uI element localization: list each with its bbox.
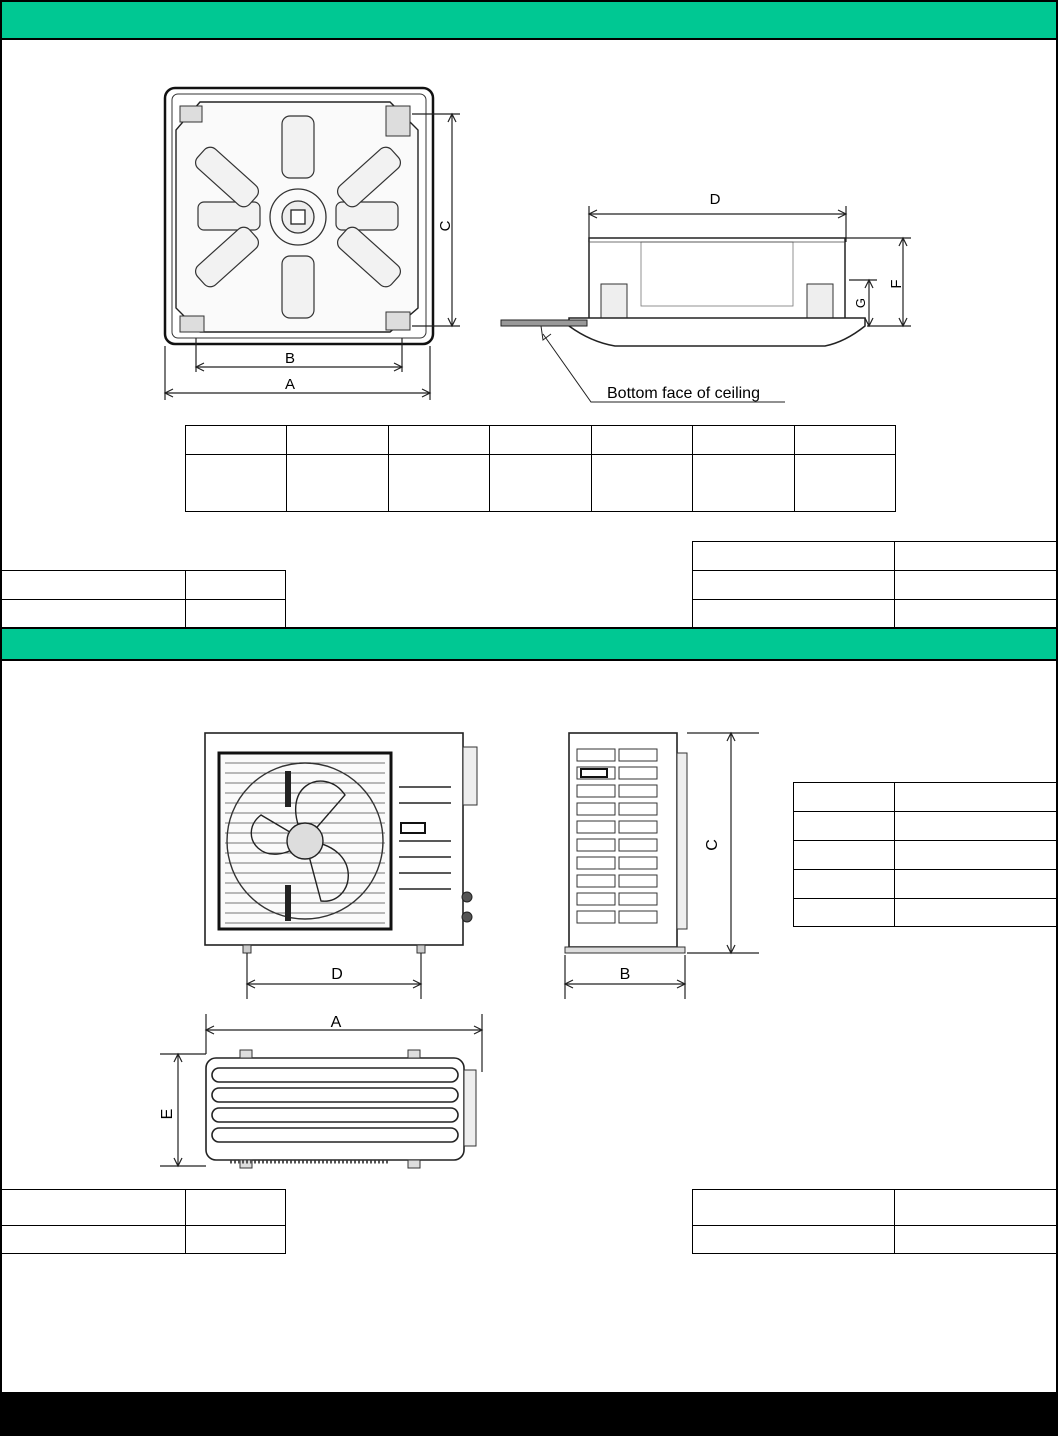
table-cell xyxy=(794,870,895,899)
table-cell xyxy=(895,1226,1058,1254)
table-cell xyxy=(186,1190,286,1226)
table-cell xyxy=(186,1226,286,1254)
indoor-unit-side-view xyxy=(495,180,920,410)
outdoor-top-dim-a: A xyxy=(330,1014,342,1031)
table-cell xyxy=(186,426,287,455)
table-cell xyxy=(794,899,895,927)
table-cell xyxy=(794,455,895,512)
frame-left xyxy=(0,0,2,1392)
table-cell xyxy=(794,841,895,870)
outdoor-unit-top-view xyxy=(150,1010,500,1175)
table-cell xyxy=(895,600,1058,628)
table-cell xyxy=(186,600,286,628)
table-cell xyxy=(186,455,287,512)
table-cell xyxy=(693,426,794,455)
table-cell xyxy=(591,426,692,455)
table-cell xyxy=(287,455,388,512)
table-cell xyxy=(895,783,1058,812)
table-cell xyxy=(693,542,895,571)
section-header-outdoor xyxy=(0,627,1058,661)
table-cell xyxy=(895,1190,1058,1226)
indoor-side-dim-f: F xyxy=(888,279,905,289)
page-footer xyxy=(0,1392,1058,1436)
indoor-top-dim-c: C xyxy=(437,220,454,232)
table-cell xyxy=(895,899,1058,927)
indoor-top-dim-a: A xyxy=(284,376,296,393)
table-cell xyxy=(591,455,692,512)
table-cell xyxy=(693,571,895,600)
outdoor-unit-side-view xyxy=(555,725,770,1005)
indoor-side-dim-d: D xyxy=(709,191,721,208)
table-cell xyxy=(895,870,1058,899)
table-cell xyxy=(693,1190,895,1226)
table-cell xyxy=(794,783,895,812)
table-cell xyxy=(1,1226,186,1254)
table-cell xyxy=(895,571,1058,600)
indoor-dimension-table xyxy=(185,425,896,512)
indoor-side-dim-g: G xyxy=(853,297,868,309)
outdoor-right-spec-table xyxy=(793,782,1058,927)
outdoor-front-dim-d: D xyxy=(331,966,343,983)
indoor-top-dim-b: B xyxy=(284,350,296,367)
table-cell xyxy=(388,455,489,512)
section-header-indoor xyxy=(0,0,1058,40)
outdoor-side-dim-b: B xyxy=(619,966,631,983)
table-cell xyxy=(693,600,895,628)
table-cell xyxy=(490,426,591,455)
table-cell xyxy=(388,426,489,455)
table-cell xyxy=(895,812,1058,841)
indoor-unit-top-view xyxy=(150,80,470,410)
outdoor-unit-front-view xyxy=(195,725,495,1005)
table-cell xyxy=(490,455,591,512)
table-cell xyxy=(693,1226,895,1254)
table-cell xyxy=(794,426,895,455)
table-cell xyxy=(186,571,286,600)
indoor-left-table xyxy=(0,570,286,628)
table-cell xyxy=(794,812,895,841)
outdoor-side-dim-c: C xyxy=(704,839,721,851)
table-cell xyxy=(287,426,388,455)
table-cell xyxy=(895,841,1058,870)
outdoor-right-table xyxy=(692,1189,1058,1254)
outdoor-top-dim-e: E xyxy=(159,1108,176,1120)
table-cell xyxy=(895,542,1058,571)
outdoor-left-table xyxy=(0,1189,286,1254)
table-cell xyxy=(1,1190,186,1226)
indoor-right-table xyxy=(692,541,1058,628)
table-cell xyxy=(1,571,186,600)
table-cell xyxy=(1,600,186,628)
ceiling-label: Bottom face of ceiling xyxy=(607,385,760,402)
table-cell xyxy=(693,455,794,512)
